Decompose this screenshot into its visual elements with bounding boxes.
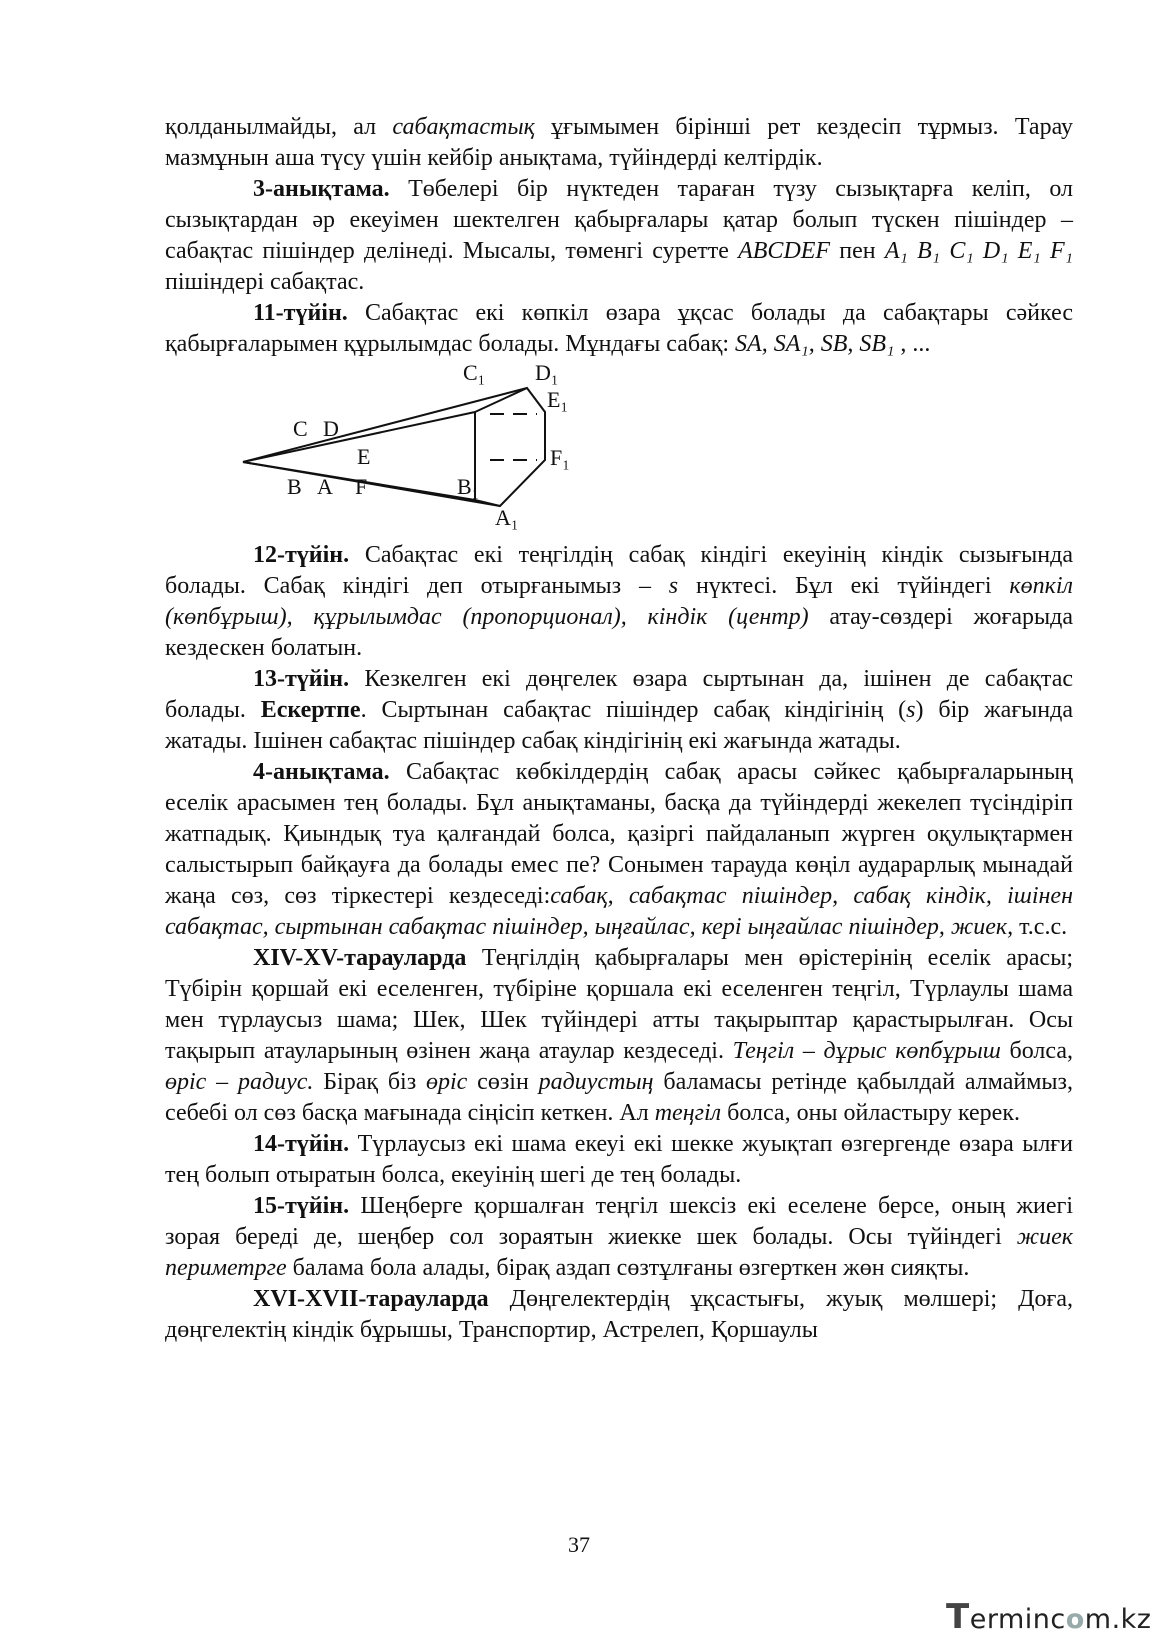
label-b: B: [287, 474, 302, 499]
theorem-12: 12-түйін. Сабақтас екі теңгілдің сабақ кіндігі екеуінің кіндік сызығында болады. Сабақ кіндігі деп отырғанымыз – s нүктесі. Бұл екі түйіндегі көпкіл (көпбұрыш), құрылымдас (пропорционал), кіндік (центр) атау-сөздері жоғарыда кездескен болатын.: [165, 542, 1074, 661]
label-f1: F₁: [550, 445, 570, 470]
label-c1: C₁: [463, 360, 486, 385]
label-a1: A₁: [495, 505, 519, 530]
definition-4: 4-анықтама. Сабақтас көбкілдердің сабақ арасы сәйкес қабырғаларының еселік арасымен тең болады. Бұл анықтаманы, басқа да түйіндерді жекелеп түсіндіріп жатпадық. Қиындық туа қалғандай болса, қазіргі пайдаланып жүрген оқулықтармен салыстырып байқауға да болады емес пе? Сонымен тарауда көңіл аударарлық мынадай жаңа сөз, сөз тіркестері кездеседі:сабақ, сабақтас пішіндер, сабақ кіндік, ішінен сабақтас, сыртынан сабақтас пішіндер, ыңғайлас, кері ыңғайлас пішіндер, жиек, т.с.с.: [165, 759, 1073, 940]
label-b1: B₁: [457, 474, 480, 499]
label-f: F: [355, 474, 368, 499]
label-c: C: [293, 416, 308, 441]
label-a: A: [317, 474, 333, 499]
termincom-logo: Termincom.kz: [946, 1597, 1152, 1637]
theorem-11: 11-түйін. Сабақтас екі көпкіл өзара ұқсас болады да сабақтары сәйкес қабырғаларымен құрылымдас болады. Мұндағы сабақ: SA, SA₁, SB, SB₁ , ...: [165, 300, 1073, 357]
document-body: [165, 112, 1073, 1346]
page-number: 37: [568, 1532, 590, 1557]
homothety-figure: [165, 360, 1073, 540]
figure-svg: [165, 360, 1073, 540]
label-e1: E₁: [547, 387, 569, 412]
definition-3: 3-анықтама. Төбелері бір нүктеден тараған түзу сызықтарға келіп, ол сызықтардан әр екеуімен шектелген қабырғалары қатар болып түскен пішіндер – сабақтас пішіндер делінеді. Мысалы, төменгі суретте ABCDEF пен A₁ B₁ C₁ D₁ E₁ F₁ пішіндері сабақтас.: [165, 176, 1073, 295]
label-d1: D₁: [535, 360, 559, 385]
theorem-15: 15-түйін. Шеңберге қоршалған теңгіл шексіз екі еселене берсе, оның жиегі зорая береді де, шеңбер сол зораятын жиекке шек болады. Осы түйіндегі жиек периметрге балама бола алады, бірақ аздап сөзтұлғаны өзгерткен жөн сияқты.: [165, 1193, 1073, 1281]
chapters-14-15: XIV-XV-тарауларда Теңгілдің қабырғалары мен өрістерінің еселік арасы; Түбірін қоршай екі еселенген, түбіріне қоршала екі еселенген теңгіл, Түрлаулы шама мен түрлаусыз шама; Шек, Шек түйіндері атты тақырыптар қарастырылған. Осы тақырып атауларының өзінен жаңа атаулар кездеседі. Теңгіл – дұрыс көпбұрыш болса, өріс – радиус. Бірақ біз өріс сөзін радиустың баламасы ретінде қабылдай алмаймыз, себебі ол сөз басқа мағынада сіңісіп кеткен. Ал теңгіл болса, оны ойластыру керек.: [165, 945, 1074, 1126]
chapters-16-17: XVI-XVII-тарауларда Дөңгелектердің ұқсастығы, жуық мөлшері; Доға, дөңгелектің кіндік бұрышы, Транспортир, Астрелеп, Қоршаулы: [165, 1286, 1073, 1343]
theorem-13: 13-түйін. Кезкелген екі дөңгелек өзара сыртынан да, ішінен де сабақтас болады. Ескертпе. Сыртынан сабақтас пішіндер сабақ кіндігінің (s) бір жағында жатады. Ішінен сабақтас пішіндер сабақ кіндігінің екі жағында жатады.: [165, 666, 1074, 754]
label-d: D: [323, 416, 339, 441]
paragraph: қолданылмайды, ал сабақтастық ұғымымен бірінші рет кездесіп тұрмыз. Тарау мазмұнын аша түсу үшін кейбір анықтама, түйіндерді келтірдік.: [165, 114, 1074, 171]
theorem-14: 14-түйін. Түрлаусыз екі шама екеуі екі шекке жуықтап өзгергенде өзара ылғи тең болып отыратын болса, екеуінің шегі де тең болады.: [165, 1131, 1073, 1188]
label-e: E: [357, 444, 371, 469]
